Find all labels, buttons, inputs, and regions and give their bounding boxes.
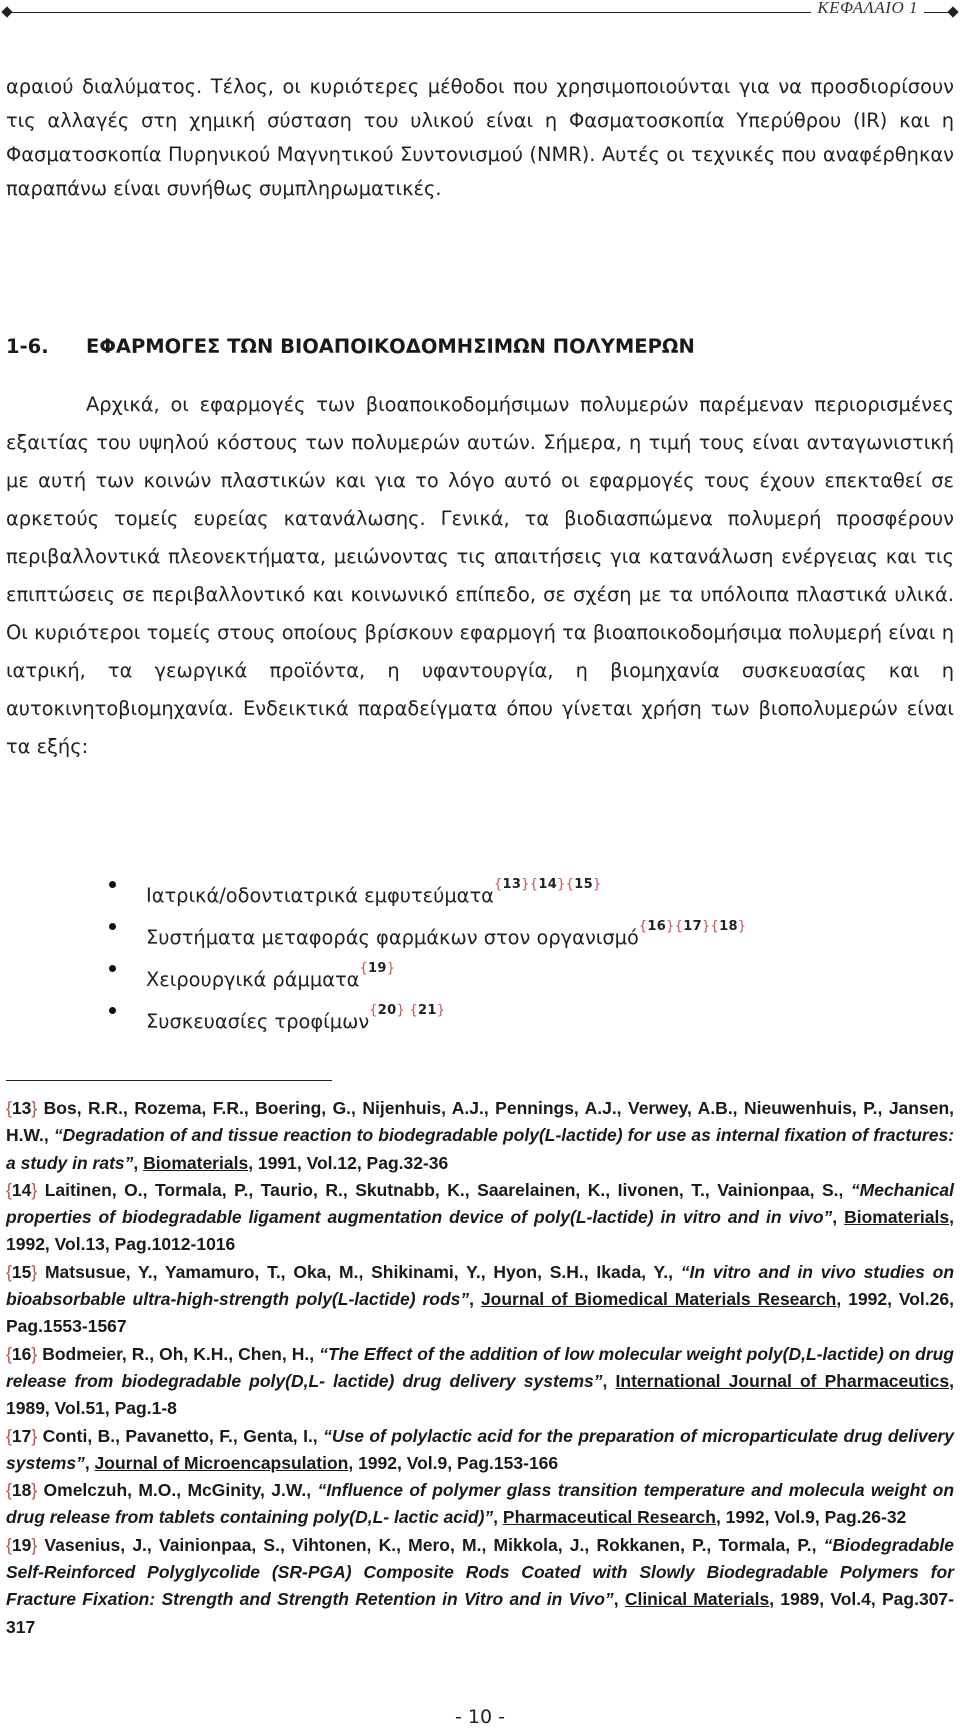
bullet-dot-icon (109, 965, 116, 972)
footnote-label: 16 (11, 1343, 32, 1364)
footnote-title: “Mechanical properties of biodegradable ligament augmentation device of poly(L-lactide) in vitro and in vivo” (6, 1179, 954, 1228)
footnote-journal: Pharmaceutical Research (502, 1507, 716, 1528)
footnote-label: 17 (11, 1425, 32, 1446)
footnote: {14} Laitinen, O., Tormala, P., Taurio, R., Skutnabb, K., Saarelainen, K., Iivonen, T., Vainionpaa, S., “Mechanical properties of biodegradable ligament augmentation device of poly(L-lactide) in vitro and in vivo”, Biomaterials, 1992, Vol.13, Pag.1012-1016 (6, 1179, 954, 1255)
citation-refs: {20} {21} (369, 1003, 446, 1018)
footnote: {19} Vasenius, J., Vainionpaa, S., Vihtonen, K., Mero, M., Mikkola, J., Rokkanen, P., Tormala, P., “Biodegradable Self-Reinforced Polyglycolide (SR-PGA) Composite Rods Coated with Slowly Biodegradable Polymers for Fracture Fixation: Strength and Strength Retention in Vitro and in Vivo”, Clinical Materials, 1989, Vol.4, Pag.307-317 (6, 1534, 954, 1637)
section-title: ΕΦΑΡΜΟΓΕΣ ΤΩΝ ΒΙΟΑΠΟΙΚΟΔΟΜΗΣΙΜΩΝ ΠΟΛΥΜΕΡΩΝ (86, 335, 695, 358)
footnote-journal: International Journal of Pharmaceutics (615, 1370, 950, 1391)
footnote-title: “Biodegradable Self-Reinforced Polyglycolide (SR-PGA) Composite Rods Coated with Slowly Biodegradable Polymers for Fracture Fixation: Strength and Strength Retention in Vitro and in Vivo” (6, 1534, 954, 1610)
footnote-journal: Journal of Microencapsulation (94, 1452, 349, 1473)
footnote-journal: Biomaterials (844, 1207, 950, 1228)
citation-refs: {13}{14}{15} (493, 877, 602, 892)
header-rule-left-diamond (1, 6, 12, 17)
bullet-dot-icon (109, 923, 116, 930)
footnote: {16} Bodmeier, R., Oh, K.H., Chen, H., “The Effect of the addition of low molecular weight poly(D,L-lactide) on drug release from biodegradable poly(D,L- lactide) drug delivery systems”, International Journal of Pharmaceutics, 1989, Vol.51, Pag.1-8 (6, 1343, 954, 1419)
section-number: 1-6. (6, 335, 49, 358)
footnote: {17} Conti, B., Pavanetto, F., Genta, I., “Use of polylactic acid for the preparation of microparticulate drug delivery systems”, Journal of Microencapsulation, 1992, Vol.9, Pag.153-166 (6, 1425, 954, 1473)
footnote-label: 19 (11, 1534, 32, 1555)
footnote-title: “In vitro and in vivo studies on bioabsorbable ultra-high-strength poly(L-lactide) rods” (6, 1261, 955, 1310)
footnote-journal: Journal of Biomedical Materials Research (480, 1289, 837, 1310)
footnote-separator (6, 1080, 332, 1081)
footnote: {18} Omelczuh, M.O., McGinity, J.W., “Influence of polymer glass transition temperature and molecula weight on drug release from tablets containing poly(D,L- lactic acid)”, Pharmaceutical Research, 1992, Vol.9, Pag.26-32 (6, 1480, 955, 1528)
footnote-title: “Degradation of and tissue reaction to biodegradable poly(L-lactide) for use as internal fixation of fractures: a study in rats” (6, 1125, 955, 1173)
footnote-title: “Influence of polymer glass transition temperature and molecula weight on drug release from tablets containing poly(D,L- lactic acid)” (6, 1480, 955, 1528)
footnote-title: “The Effect of the addition of low molecular weight poly(D,L-lactide) on drug release from biodegradable poly(D,L- lactide) drug delivery systems” (6, 1343, 954, 1391)
footnote: {13} Bos, R.R., Rozema, F.R., Boering, G., Nijenhuis, A.J., Pennings, A.J., Verwey, A.B., Nieuwenhuis, P., Jansen, H.W., “Degradation of and tissue reaction to biodegradable poly(L-lactide) for use as internal fixation of fractures: a study in rats”, Biomaterials, 1991, Vol.12, Pag.32-36 (6, 1098, 955, 1173)
body-paragraph: Αρχικά, οι εφαρμογές των βιοαποικοδομήσιμων πολυμερών παρέμεναν περιορισμένες εξαιτίας του υψηλού κόστους των πολυμερών αυτών. Σήμερα, η τιμή τους είναι ανταγωνιστική με αυτή των κοινών πλαστικών και για το λόγο αυτό οι εφαρμογές τους έχουν επεκταθεί σε αρκετούς τομείς ευρείας κατανάλωσης. Γενικά, τα βιοδιασπώμενα πολυμερή προσφέρουν περιβαλλοντικά πλεονεκτήματα, μειώνοντας τις απαιτήσεις για κατανάλωση ενέργειας και τις επιπτώσεις σε περιβαλλοντικό και κοινωνικό επίπεδο, σε σχέση με τα υπόλοιπα πλαστικά υλικά. Οι κυριότεροι τομείς στους οποίους βρίσκουν εφαρμογή τα βιοαποικοδομήσιμα πολυμερή είναι η ιατρική, τα γεωργικά προϊόντα, η υφαντουργία, η βιομηχανία συσκευασίας και η αυτοκινητοβιομηχανία. Ενδεικτικά παραδείγματα όπου γίνεται χρήση των βιοπολυμερών είναι τα εξής: (6, 393, 954, 758)
bullet-dot-icon (109, 1007, 116, 1014)
footnote-label: 18 (11, 1480, 32, 1501)
footnotes (6, 1095, 954, 1641)
footnote: {15} Matsusue, Y., Yamamuro, T., Oka, M., Shikinami, Y., Hyon, S.H., Ikada, Y., “In vitro and in vivo studies on bioabsorbable ultra-high-strength poly(L-lactide) rods”, Journal of Biomedical Materials Research, 1992, Vol.26, Pag.1553-1567 (6, 1261, 955, 1337)
footnote-label: 14 (11, 1179, 32, 1200)
bullet-dot-icon (109, 881, 116, 888)
footnote-label: 13 (11, 1098, 32, 1118)
citation-refs: {19} (359, 961, 396, 976)
section-heading (6, 335, 695, 358)
list-item-text: Χειρουργικά ράμματα (146, 968, 360, 991)
list-item-text: Ιατρικά/οδοντιατρικά εμφυτεύματα (146, 884, 494, 907)
footnote-journal: Biomaterials (143, 1152, 249, 1173)
intro-paragraph: αραιού διαλύματος. Τέλος, οι κυριότερες μέθοδοι που χρησιμοποιούνται για να προσδιορίσουν τις αλλαγές στη χημική σύσταση του υλικού είναι η Φασματοσκοπία Υπερύθρου (IR) και η Φασματοσκοπία Πυρηνικού Μαγνητικού Συντονισμού (NMR). Αυτές οι τεχνικές που αναφέρθηκαν παραπάνω είναι συνήθως συμπληρωματικές. (6, 75, 954, 200)
footnote-title: “Use of polylactic acid for the preparation of microparticulate drug delivery systems” (6, 1425, 954, 1473)
footnote-journal: Clinical Materials (624, 1589, 770, 1610)
footnote-label: 15 (11, 1261, 32, 1282)
list-item-text: Συστήματα μεταφοράς φαρμάκων στον οργανισμό (146, 926, 639, 949)
running-header-chapter: ΚΕΦΑΛΑΙΟ 1 (811, 0, 924, 18)
citation-refs: {16}{17}{18} (638, 919, 747, 934)
page-number: - 10 - (455, 1706, 505, 1728)
header-rule-right-diamond (947, 6, 958, 17)
list-item-text: Συσκευασίες τροφίμων (146, 1010, 370, 1033)
